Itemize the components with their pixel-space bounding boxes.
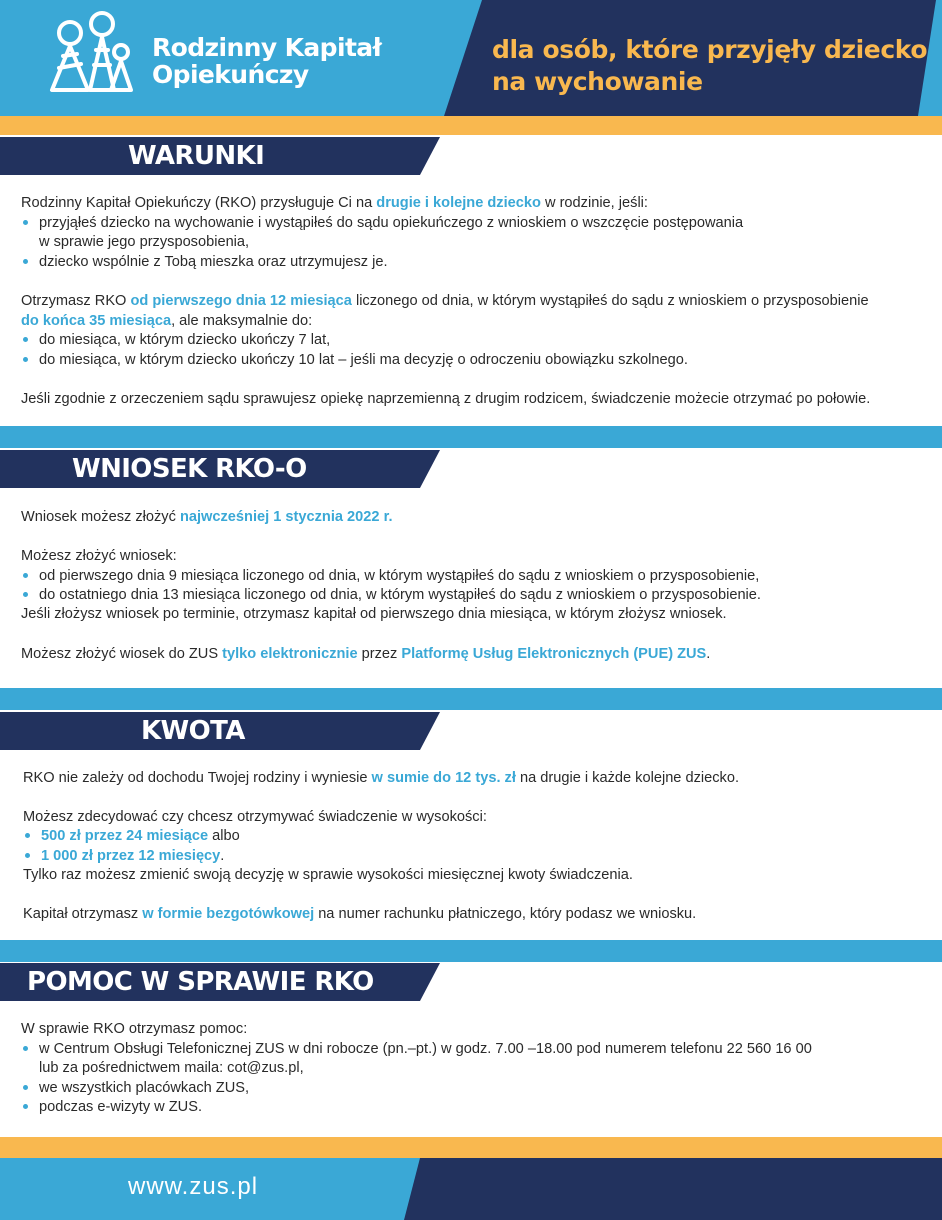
kwota-total: RKO nie zależy od dochodu Twojej rodziny i wyniesie w sumie do 12 tys. zł na drugie i każde kolejne dziecko. — [23, 770, 740, 786]
pomoc-bullet-3: podczas e-wizyty w ZUS. — [39, 1099, 203, 1115]
bullet-icon — [23, 592, 28, 597]
wniosek-bullet-2: do ostatniego dnia 13 miesiąca liczonego od dnia, w którym wystąpiłeś do sądu z wnioskiem o przysposobienie. — [39, 587, 761, 603]
section-title-pomoc: POMOC W SPRAWIE RKO — [27, 967, 374, 997]
page-header — [0, 0, 942, 116]
pomoc-bullet-1: w Centrum Obsługi Telefonicznej ZUS w dni robocze (pn.–pt.) w godz. 7.00 –18.00 pod numerem telefonu 22 560 16 00 — [39, 1041, 812, 1057]
divider-band — [0, 426, 942, 448]
footer-orange-band — [0, 1137, 942, 1158]
kwota-option-2: 1 000 zł przez 12 miesięcy. — [41, 848, 225, 864]
warunki-bullet-1: przyjąłeś dziecko na wychowanie i wystąpiłeś do sądu opiekuńczego z wnioskiem o wszczęcie postępowania — [39, 215, 744, 231]
bullet-icon — [23, 259, 28, 264]
warunki-bullet-2: dziecko wspólnie z Tobą mieszka oraz utrzymujesz je. — [39, 254, 388, 270]
bullet-icon — [23, 1104, 28, 1109]
header-subtitle — [492, 34, 927, 98]
warunki-period: Otrzymasz RKO od pierwszego dnia 12 miesiąca liczonego od dnia, w którym wystąpiłeś do sądu z wnioskiem o przysposobienie — [21, 293, 869, 309]
bullet-icon — [23, 1046, 28, 1051]
brand-line-1: Rodzinny Kapitał — [152, 33, 382, 62]
warunki-bullet-1-cont: w sprawie jego przysposobienia, — [39, 234, 250, 250]
wniosek-bullet-1: od pierwszego dnia 9 miesiąca liczonego od dnia, w którym wystąpiłeś do sądu z wnioskiem o przysposobienie, — [39, 568, 760, 584]
kwota-option-1: 500 zł przez 24 miesiące albo — [41, 828, 240, 844]
section-title-kwota: KWOTA — [141, 716, 245, 746]
pue-zus-link[interactable]: Platformę Usług Elektronicznych (PUE) ZUS — [401, 646, 707, 662]
footer-url-link[interactable]: www.zus.pl — [128, 1173, 259, 1200]
kwota-payment: Kapitał otrzymasz w formie bezgotówkowej na numer rachunku płatniczego, który podasz we wniosku. — [23, 906, 697, 922]
header-subtitle-line-2: na wychowanie — [492, 67, 703, 96]
wniosek-late: Jeśli złożysz wniosek po terminie, otrzymasz kapitał od pierwszego dnia miesiąca, w którym złożysz wniosek. — [21, 606, 727, 622]
wniosek-intro: Możesz złożyć wniosek: — [21, 548, 177, 564]
bullet-icon — [23, 1085, 28, 1090]
bullet-icon — [23, 337, 28, 342]
wniosek-earliest: Wniosek możesz złożyć najwcześniej 1 stycznia 2022 r. — [21, 509, 393, 525]
kwota-choose: Możesz zdecydować czy chcesz otrzymywać świadczenie w wysokości: — [23, 809, 487, 825]
bullet-icon — [25, 833, 30, 838]
bullet-icon — [23, 357, 28, 362]
bullet-icon — [23, 573, 28, 578]
pomoc-bullet-1-cont: lub za pośrednictwem maila: cot@zus.pl, — [39, 1060, 304, 1076]
family-logo-icon — [44, 10, 136, 98]
page-footer — [0, 1158, 942, 1220]
warunki-shared-custody: Jeśli zgodnie z orzeczeniem sądu sprawujesz opiekę naprzemienną z drugim rodzicem, świadczenie możecie otrzymać po połowie. — [21, 391, 871, 407]
brand-name — [152, 34, 381, 88]
bullet-icon — [25, 853, 30, 858]
wniosek-how: Możesz złożyć wiosek do ZUS tylko elektronicznie przez Platformę Usług Elektronicznych (PUE) ZUS. — [21, 646, 711, 662]
divider-band — [0, 940, 942, 962]
divider-band — [0, 688, 942, 710]
pomoc-intro: W sprawie RKO otrzymasz pomoc: — [21, 1021, 248, 1037]
header-subtitle-line-1: dla osób, które przyjęły dziecko — [492, 35, 928, 64]
warunki-bullet-4: do miesiąca, w którym dziecko ukończy 10 lat – jeśli ma decyzję o odroczeniu obowiązku szkolnego. — [39, 352, 688, 368]
warunki-intro: Rodzinny Kapitał Opiekuńczy (RKO) przysługuje Ci na drugie i kolejne dziecko w rodzinie, jeśli: — [21, 195, 648, 211]
header-orange-band — [0, 116, 942, 135]
bullet-icon — [23, 220, 28, 225]
section-title-wniosek: WNIOSEK RKO-O — [72, 454, 307, 484]
pomoc-bullet-2: we wszystkich placówkach ZUS, — [39, 1080, 250, 1096]
warunki-period-cont: do końca 35 miesiąca, ale maksymalnie do: — [21, 313, 313, 329]
brand-line-2: Opiekuńczy — [152, 60, 309, 89]
section-title-warunki: WARUNKI — [128, 141, 265, 171]
kwota-change-once: Tylko raz możesz zmienić swoją decyzję w sprawie wysokości miesięcznej kwoty świadczenia. — [23, 867, 633, 883]
warunki-bullet-3: do miesiąca, w którym dziecko ukończy 7 lat, — [39, 332, 331, 348]
